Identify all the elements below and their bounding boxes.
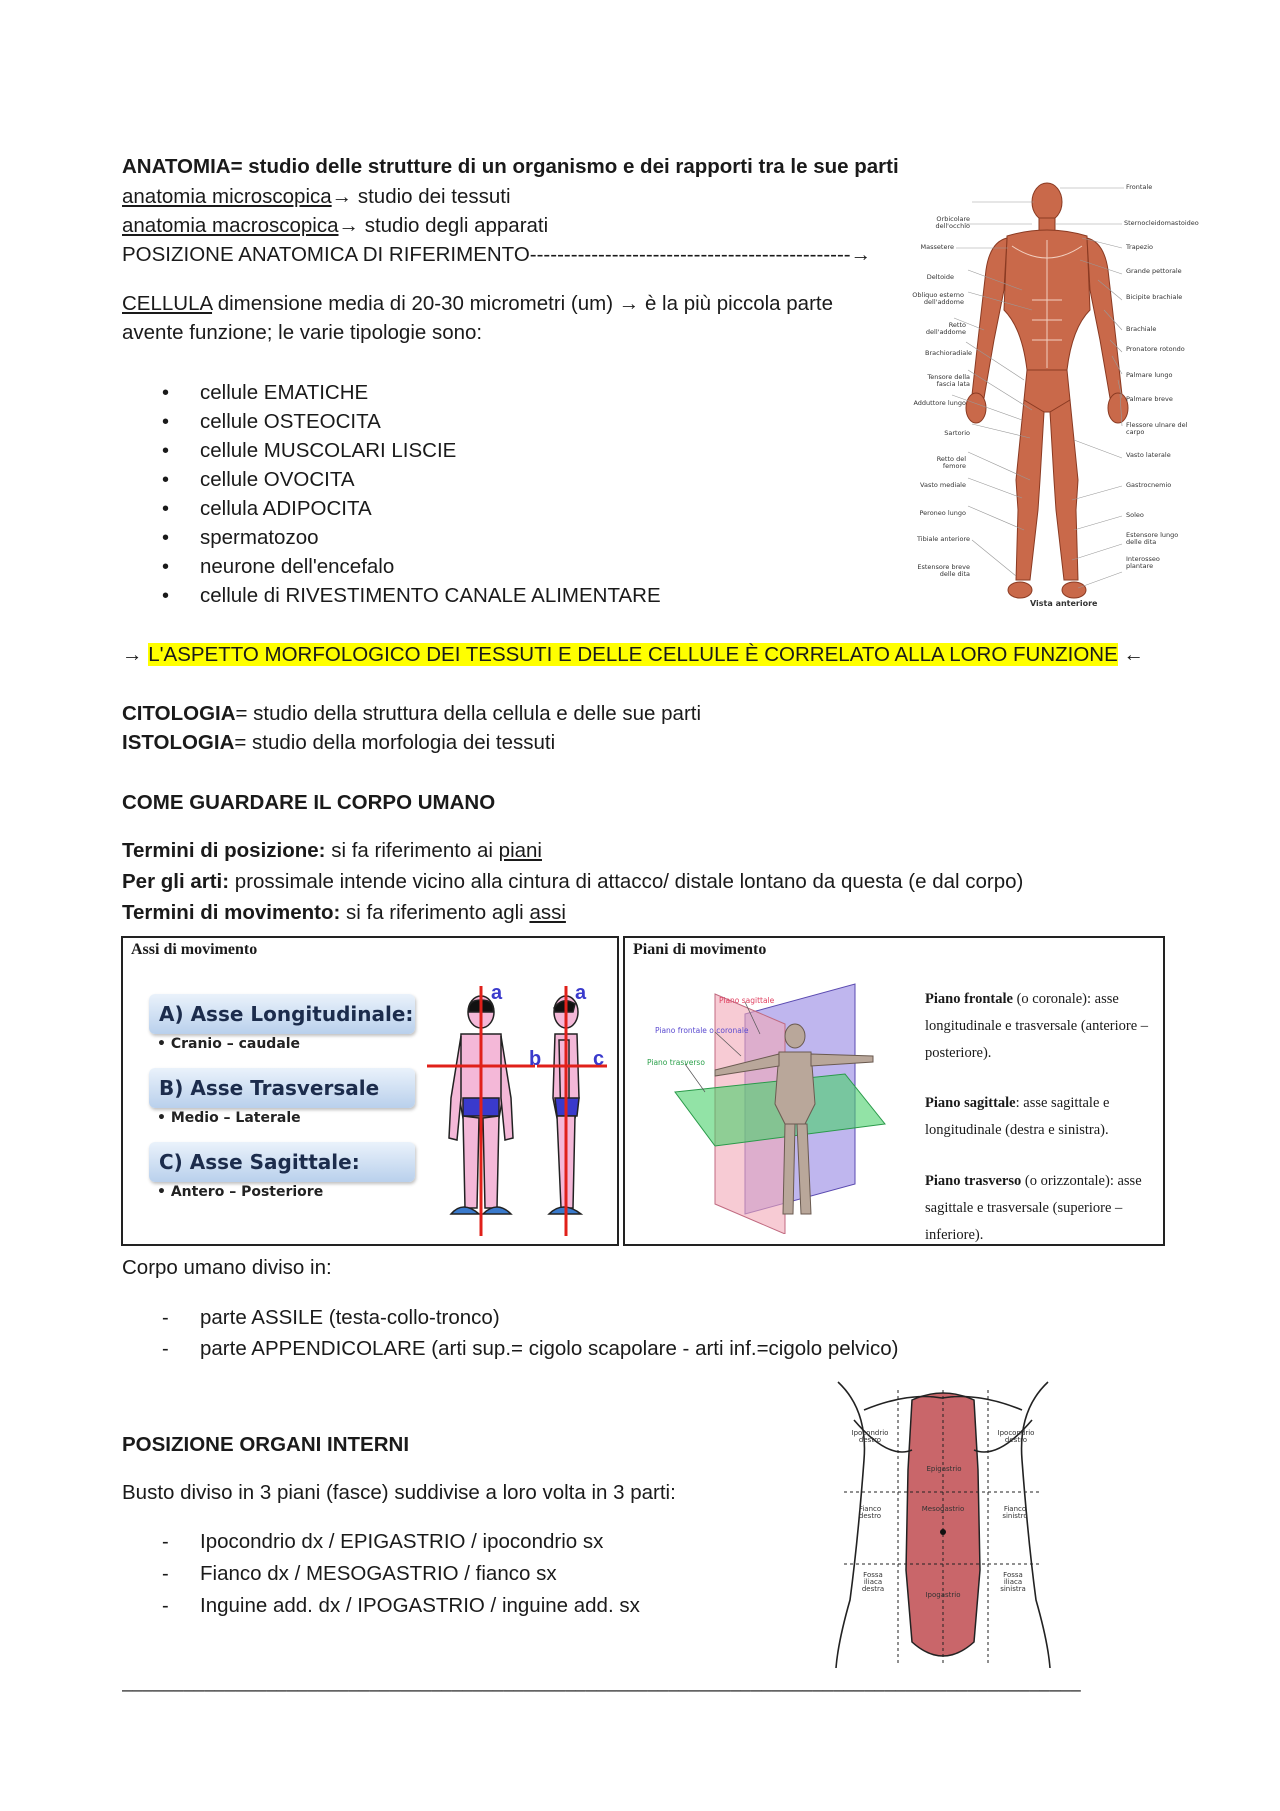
muscle-label: Flessore ulnare del carpo [1126, 421, 1188, 436]
muscle-label: Tensore della fascia lata [927, 373, 970, 388]
piano-frontale-term: Piano frontale [925, 991, 1013, 1007]
list-item: cellule OSTEOCITA [200, 410, 381, 433]
mov-term: Termini di movimento: [122, 901, 341, 924]
assi-movimento-figure [121, 936, 619, 1246]
anatomia-definition: ANATOMIA= studio delle strutture di un organismo e dei rapporti tra le sue parti [122, 155, 899, 178]
muscle-label: Frontale [1126, 183, 1153, 191]
list-item: cellule MUSCOLARI LISCIE [200, 439, 457, 462]
micro-term: anatomia microscopica [122, 185, 332, 208]
istologia-line [122, 729, 555, 757]
piano-frontale-desc [925, 986, 1165, 1067]
navel-marker [940, 1529, 946, 1535]
piani-link: piani [498, 839, 542, 862]
list-item: cellula ADIPOCITA [200, 497, 372, 520]
muscle-label: Bicipite brachiale [1126, 293, 1183, 301]
pos-rest: si fa riferimento ai [325, 839, 499, 862]
bullet: • [162, 527, 170, 549]
bullet: • [162, 469, 170, 491]
dash: - [162, 1531, 169, 1553]
planes-drawing [645, 974, 915, 1234]
assi-link: assi [529, 901, 566, 924]
plane-label-frontale: Piano frontale o coronale [655, 1026, 749, 1035]
pos-term: Termini di posizione: [122, 839, 326, 862]
muscle-anatomy-figure [912, 180, 1199, 616]
piano-trasverso-desc [925, 1168, 1165, 1249]
axis-letter-a-side: a [575, 982, 587, 1004]
macro-term: anatomia macroscopica [122, 214, 339, 237]
muscle-label: Deltoide [926, 273, 954, 281]
axis-letter-c: c [593, 1048, 605, 1070]
muscle-label: Vasto mediale [920, 481, 966, 489]
region-label: Ipocondrio destro [997, 1429, 1035, 1444]
axis-letter-a: a [491, 982, 503, 1004]
arti-line [122, 868, 1023, 896]
dash: - [162, 1307, 169, 1329]
micro-line [122, 183, 511, 211]
divisione-intro: Corpo umano diviso in: [122, 1256, 332, 1279]
piano-trasverso-term: Piano trasverso [925, 1173, 1022, 1189]
arrow-left-icon: ← [1117, 643, 1144, 666]
region-label: Ipogastrio [925, 1591, 961, 1599]
istologia-rest: = studio della morfologia dei tessuti [234, 731, 556, 754]
axis-body-drawing [423, 978, 613, 1240]
muscle-label: Pronatore rotondo [1126, 345, 1185, 353]
muscle-label: Brachioradiale [925, 349, 972, 357]
cellula-line-2: avente funzione; le varie tipologie sono: [122, 321, 483, 344]
list-item: cellule EMATICHE [200, 381, 369, 404]
dash: - [162, 1563, 169, 1585]
posizione-anatomica: POSIZIONE ANATOMICA DI RIFERIMENTO-----------------------------------------------→ [122, 243, 872, 266]
region-label: Fossa iliaca destra [861, 1571, 885, 1593]
assi-title: Assi di movimento [131, 941, 258, 958]
muscle-label: Orbicolare dell'occhio [935, 215, 970, 230]
macro-rest: → studio degli apparati [338, 214, 549, 237]
mov-rest: si fa riferimento agli [340, 901, 530, 924]
muscle-label: Trapezio [1126, 243, 1153, 251]
muscle-label: Grande pettorale [1126, 267, 1182, 275]
muscle-label: Estensore lungo delle dita [1126, 531, 1179, 546]
cellula-rest: dimensione media di 20-30 micrometri (um) → è la più piccola parte [212, 292, 833, 315]
highlight-line [122, 641, 1144, 669]
region-label: Fossa iliaca sinistra [1000, 1571, 1026, 1593]
list-item: parte ASSILE (testa-collo-tronco) [200, 1306, 500, 1329]
arrow-right-icon: → [122, 643, 149, 666]
piano-trasverso-rest: (o orizzontale): asse sagittale e trasversale (superiore – inferiore). [925, 1173, 1142, 1243]
muscle-label: Palmare breve [1126, 395, 1173, 403]
plane-label-sagittale: Piano sagittale [719, 996, 775, 1005]
piano-sagittale-term: Piano sagittale [925, 1095, 1016, 1111]
bullet: • [162, 498, 170, 520]
list-item: Inguine add. dx / IPOGASTRIO / inguine add. sx [200, 1594, 640, 1617]
piano-frontale-rest: (o coronale): asse longitudinale e trasversale (anteriore – posteriore). [925, 991, 1149, 1061]
region-label: Ipocondrio destro [851, 1429, 889, 1444]
cellula-term: CELLULA [122, 292, 213, 315]
citologia-line [122, 700, 701, 728]
asse-longitudinale-sub: • Cranio – caudale [157, 1036, 301, 1052]
section-heading-corpo: COME GUARDARE IL CORPO UMANO [122, 791, 496, 814]
muscle-label: Retto dell'addome [925, 321, 966, 336]
muscle-label: Palmare lungo [1126, 371, 1173, 379]
axis-letter-b: b [529, 1048, 542, 1070]
highlight-text: L'ASPETTO MORFOLOGICO DEI TESSUTI E DELLE CELLULE È CORRELATO ALLA LORO FUNZIONE [148, 643, 1118, 666]
horizontal-rule: _____________________________________________________________________________________________ [122, 1672, 1081, 1692]
muscle-label: Obliquo esterno dell'addome [912, 291, 964, 306]
asse-sagittale-label: C) Asse Sagittale: [149, 1142, 415, 1182]
citologia-term: CITOLOGIA [122, 702, 236, 725]
section-heading-organi: POSIZIONE ORGANI INTERNI [122, 1433, 410, 1456]
muscle-label: Gastrocnemio [1126, 481, 1172, 489]
list-item: neurone dell'encefalo [200, 555, 395, 578]
muscle-label: Brachiale [1126, 325, 1157, 333]
plane-label-trasverso: Piano trasverso [647, 1058, 705, 1067]
bullet: • [162, 382, 170, 404]
piano-sagittale-desc [925, 1090, 1165, 1144]
asse-trasversale-sub: • Medio – Laterale [157, 1110, 301, 1126]
muscle-label: Adduttore lungo [913, 399, 966, 407]
asse-trasversale-label: B) Asse Trasversale [149, 1068, 415, 1108]
abdominal-regions-figure [828, 1380, 1058, 1670]
dash: - [162, 1595, 169, 1617]
termini-posizione-line [122, 837, 542, 865]
termini-movimento-line [122, 899, 566, 927]
region-label: Epigastrio [926, 1465, 962, 1473]
list-item: Fianco dx / MESOGASTRIO / fianco sx [200, 1562, 557, 1585]
list-item: Ipocondrio dx / EPIGASTRIO / ipocondrio sx [200, 1530, 604, 1553]
bullet: • [162, 411, 170, 433]
piani-movimento-figure [623, 936, 1165, 1246]
micro-rest: → studio dei tessuti [331, 185, 511, 208]
muscle-figure-caption: Vista anteriore [1030, 599, 1098, 608]
list-item: parte APPENDICOLARE (arti sup.= cigolo scapolare - arti inf.=cigolo pelvico) [200, 1337, 899, 1360]
muscle-label: Sternocleidomastoideo [1124, 219, 1199, 227]
list-item: spermatozoo [200, 526, 319, 549]
muscle-label: Massetere [920, 243, 954, 251]
region-label: Fianco sinistro [1002, 1505, 1028, 1520]
region-label: Fianco destro [858, 1505, 882, 1520]
piani-title: Piani di movimento [633, 941, 767, 958]
bullet: • [162, 585, 170, 607]
muscle-label: Peroneo lungo [919, 509, 966, 517]
citologia-rest: = studio della struttura della cellula e delle sue parti [235, 702, 702, 725]
organi-intro: Busto diviso in 3 piani (fasce) suddivise a loro volta in 3 parti: [122, 1481, 676, 1504]
region-label: Mesogastrio [921, 1505, 965, 1513]
asse-longitudinale-label: A) Asse Longitudinale: [149, 994, 415, 1034]
cellula-line-1 [122, 290, 833, 318]
macro-line [122, 212, 548, 240]
list-item: cellule di RIVESTIMENTO CANALE ALIMENTARE [200, 584, 661, 607]
muscle-label: Vasto laterale [1126, 451, 1171, 459]
muscle-label: Estensore breve delle dita [917, 563, 970, 578]
istologia-term: ISTOLOGIA [122, 731, 235, 754]
muscle-label: Tibiale anteriore [917, 535, 970, 543]
asse-sagittale-sub: • Antero – Posteriore [157, 1184, 324, 1200]
piano-sagittale-rest: : asse sagittale e longitudinale (destra e sinistra). [925, 1095, 1110, 1138]
muscle-label: Sartorio [944, 429, 970, 437]
arti-term: Per gli arti: [122, 870, 230, 893]
abdomen-drawing [828, 1380, 1058, 1670]
muscle-label: Interosseo plantare [1126, 555, 1160, 570]
bullet: • [162, 556, 170, 578]
muscle-label: Retto del femore [936, 455, 966, 470]
bullet: • [162, 440, 170, 462]
dash: - [162, 1338, 169, 1360]
list-item: cellule OVOCITA [200, 468, 355, 491]
muscle-label: Soleo [1126, 511, 1144, 519]
arti-rest: prossimale intende vicino alla cintura di attacco/ distale lontano da questa (e dal corpo) [229, 870, 1024, 893]
